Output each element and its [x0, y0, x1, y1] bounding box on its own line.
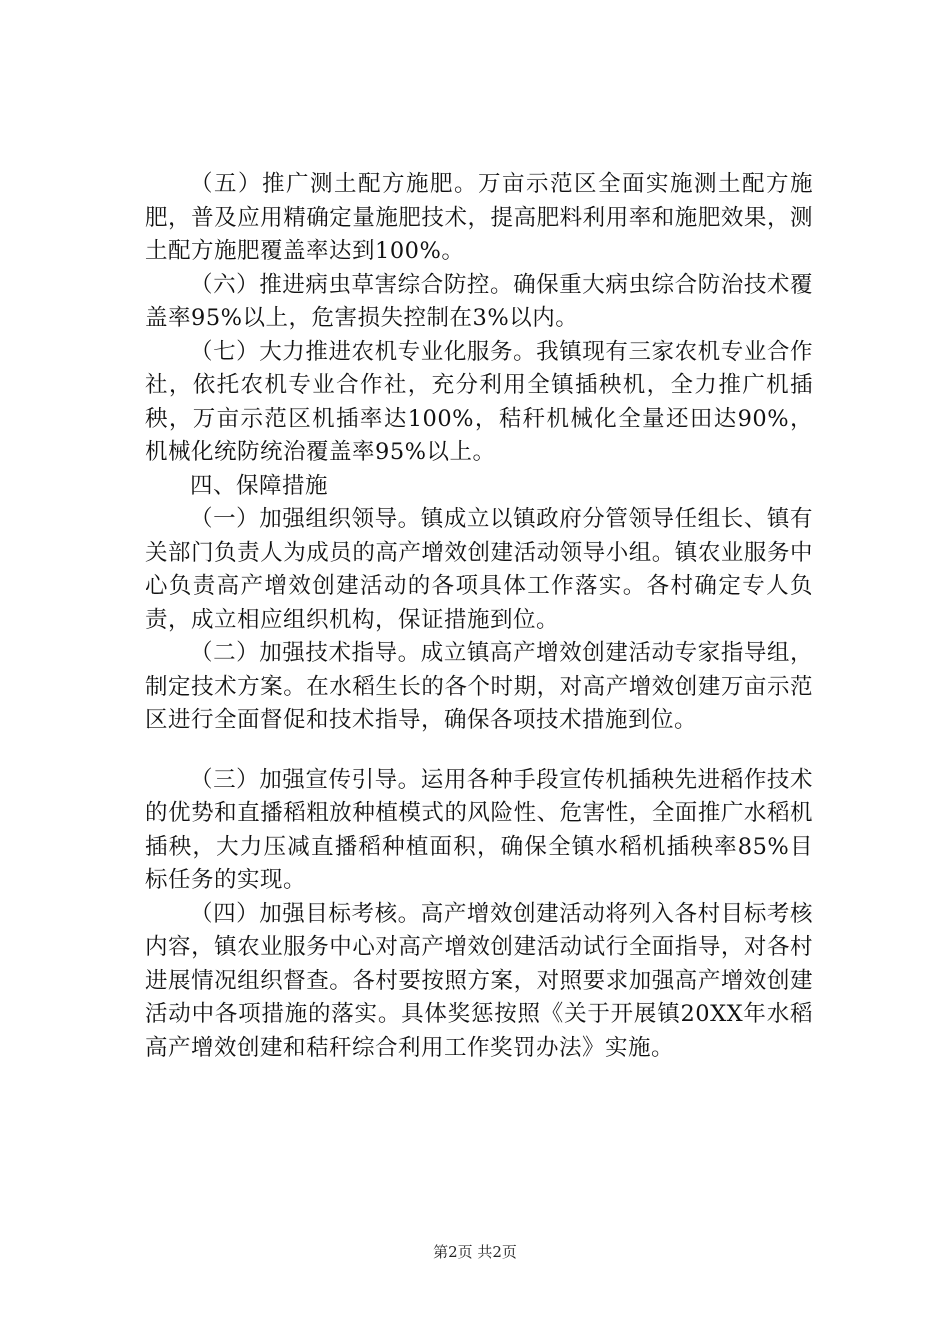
paragraph-item-5-soil-testing: （五）推广测土配方施肥。万亩示范区全面实施测土配方施肥，普及应用精确定量施肥技术，提高肥料利用率和施肥效果，测土配方施肥覆盖率达到100%。 — [145, 171, 813, 264]
paragraph-item-7-machinery-service: （七）大力推进农机专业化服务。我镇现有三家农机专业合作社，依托农机专业合作社，充分利用全镇插秧机，全力推广机插秧，万亩示范区机插率达100%，秸秆机械化全量还田达90%，机械化统防统治覆盖率95%以上。 — [145, 338, 813, 465]
section-heading-safeguards: 四、保障措施 — [190, 472, 329, 499]
page-footer: 第2页 共2页 — [433, 1243, 517, 1261]
document-body — [145, 168, 813, 1065]
paragraph-item-6-pest-control: （六）推进病虫草害综合防控。确保重大病虫综合防治技术覆盖率95%以上，危害损失控制在3%以内。 — [145, 271, 813, 331]
paragraph-measure-4-assessment: （四）加强目标考核。高产增效创建活动将列入各村目标考核内容，镇农业服务中心对高产增效创建活动试行全面指导，对各村进展情况组织督查。各村要按照方案，对照要求加强高产增效创建活动中各项措施的落实。具体奖惩按照《关于开展镇20XX年水稻高产增效创建和秸秆综合利用工作奖罚办法》实施。 — [145, 900, 813, 1061]
paragraph-measure-1-leadership: （一）加强组织领导。镇成立以镇政府分管领导任组长、镇有关部门负责人为成员的高产增效创建活动领导小组。镇农业服务中心负责高产增效创建活动的各项具体工作落实。各村确定专人负责，成立相应组织机构，保证措施到位。 — [145, 506, 813, 633]
paragraph-measure-3-publicity: （三）加强宣传引导。运用各种手段宣传机插秧先进稻作技术的优势和直播稻粗放种植模式的风险性、危害性，全面推广水稻机插秧，大力压减直播稻种植面积，确保全镇水稻机插秧率85%目标任务的实现。 — [145, 766, 813, 893]
paragraph-measure-2-technical-guidance: （二）加强技术指导。成立镇高产增效创建活动专家指导组，制定技术方案。在水稻生长的各个时期，对高产增效创建万亩示范区进行全面督促和技术指导，确保各项技术措施到位。 — [145, 640, 813, 733]
